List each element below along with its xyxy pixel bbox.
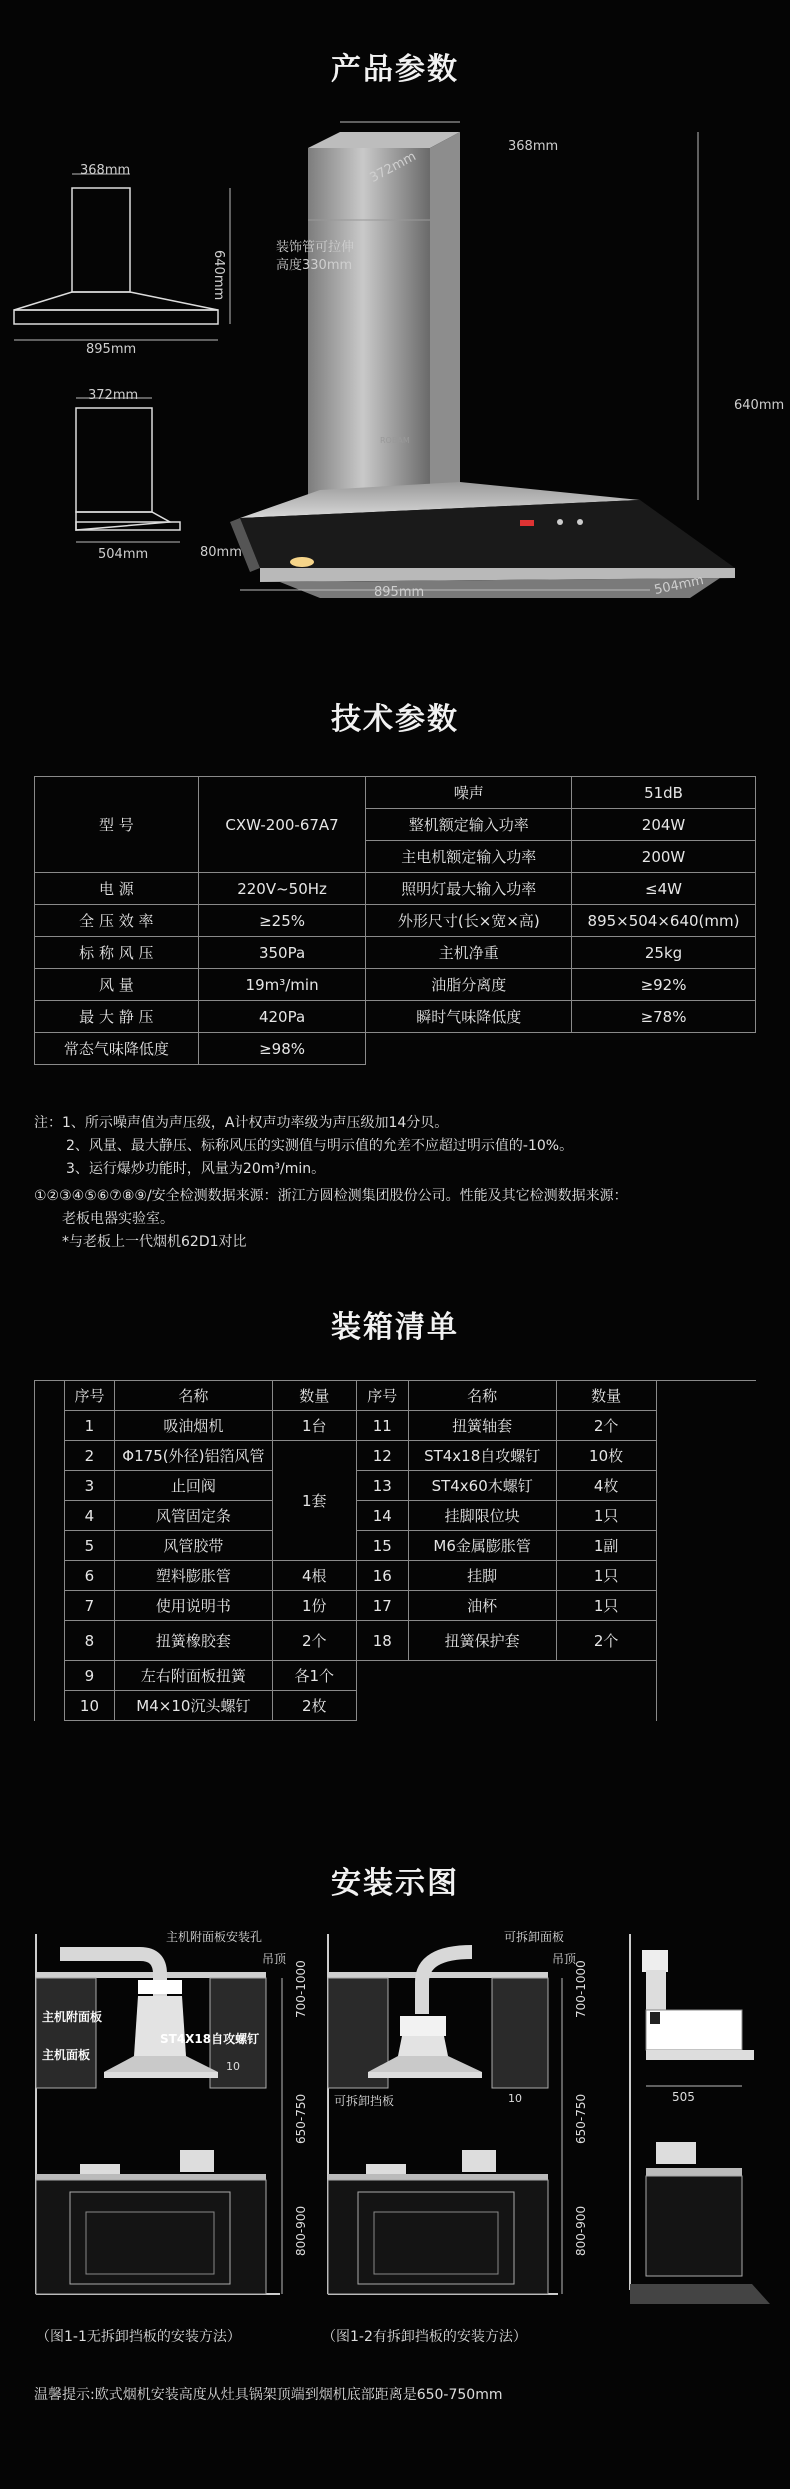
spec-value: 420Pa [198,1001,366,1033]
column-header: 名称 [408,1381,556,1411]
d2-removable-label: 可拆卸面板 [504,1930,565,1944]
note-line: 3、运行爆炒功能时，风量为20m³/min。 [66,1161,326,1177]
pack-qty: 1只 [556,1561,656,1591]
pack-name: ST4x60木螺钉 [408,1471,556,1501]
d1-panel2-label: 主机面板 [42,2048,91,2062]
params-title: 产品参数 [331,52,459,87]
pack-name: 扭簧橡胶套 [114,1621,272,1661]
pack-name: 使用说明书 [114,1591,272,1621]
tech-spec-table [34,776,756,1065]
install-title: 安装示图 [331,1866,459,1901]
pack-qty: 2个 [556,1411,656,1441]
table-row [35,905,756,937]
install-diagram-2 [322,1924,612,2314]
table-row [35,777,756,809]
spec-value: ≥25% [198,905,366,937]
pipe-note-line1: 装饰管可拉伸 [276,240,355,255]
note-line: *与老板上一代烟机62D1对比 [62,1234,247,1250]
d2-baffle-label: 可拆卸挡板 [334,2094,395,2108]
pack-qty: 4根 [272,1561,356,1591]
pack-title: 装箱清单 [331,1310,459,1345]
empty-cell [408,1691,556,1721]
spec-label: 电 源 [35,873,199,905]
main-base-depth-label: 504mm [652,572,706,599]
pipe-note-line2: 高度330mm [276,258,353,273]
pack-no: 17 [356,1591,408,1621]
table-row [35,1441,757,1471]
spec-label: 常态气味降低度 [35,1033,199,1065]
front-height-label: 640mm [211,250,226,301]
side-view-drawing [60,390,240,550]
pack-qty: 4枚 [556,1471,656,1501]
caption-2: （图1-2有拆卸挡板的安装方法） [322,2329,527,2345]
side-width-label: 372mm [88,388,139,403]
spec-label: 主电机额定输入功率 [366,841,572,873]
table-row [35,1531,757,1561]
column-header: 数量 [272,1381,356,1411]
spec-value: 220V~50Hz [198,873,366,905]
column-header: 序号 [356,1381,408,1411]
main-base-width-label: 895mm [374,585,425,600]
spec-label: 最 大 静 压 [35,1001,199,1033]
main-top-width-label: 368mm [508,139,559,154]
pack-no: 10 [64,1691,114,1721]
pack-qty: 1份 [272,1591,356,1621]
pack-no: 6 [64,1561,114,1591]
table-row [35,1561,757,1591]
spec-value: 25kg [572,937,756,969]
d1-hole-label: 主机附面板安装孔 [166,1930,263,1944]
pack-name: 止回阀 [114,1471,272,1501]
note-line: ①②③④⑤⑥⑦⑧⑨/安全检测数据来源：浙江方圆检测集团股份公司。性能及其它检测数据来源： [34,1188,628,1204]
pack-no: 2 [64,1441,114,1471]
front-width-label: 368mm [80,163,131,178]
table-row [35,1691,757,1721]
side-height-label: 80mm [200,545,242,560]
d1-panel1-label: 主机附面板 [42,2010,103,2024]
pack-name: 塑料膨胀管 [114,1561,272,1591]
pack-name: 扭簧轴套 [408,1411,556,1441]
table-row [35,873,756,905]
d2-h3-label: 800-900 [574,2205,588,2256]
pack-name: 风管固定条 [114,1501,272,1531]
pack-name: Φ175(外径)铝箔风管 [114,1441,272,1471]
side-base-label: 504mm [98,547,149,562]
spec-label: 标 称 风 压 [35,937,199,969]
spec-value: 895×504×640(mm) [572,905,756,937]
pack-name: 挂脚 [408,1561,556,1591]
pack-qty: 2个 [272,1621,356,1661]
pack-qty: 2枚 [272,1691,356,1721]
range-hood-3d-image [220,120,760,600]
pack-no: 3 [64,1471,114,1501]
pack-qty: 各1个 [272,1661,356,1691]
install-diagram-3 [620,1924,770,2314]
spec-label: 噪声 [366,777,572,809]
table-row [35,1411,757,1441]
table-row [35,1591,757,1621]
empty-cell [408,1661,556,1691]
spec-value: 200W [572,841,756,873]
spec-value: 350Pa [198,937,366,969]
column-header: 名称 [114,1381,272,1411]
d1-ceiling-label: 吊顶 [262,1952,287,1966]
d2-ceiling-label: 吊顶 [552,1952,577,1966]
pack-name: M6金属膨胀管 [408,1531,556,1561]
main-top-depth-label: 372mm [367,149,419,186]
table-row [35,1471,757,1501]
brand-logo: ROBAM [380,436,410,445]
pack-name: M4×10沉头螺钉 [114,1691,272,1721]
packing-list-table [34,1380,756,1721]
pack-no: 5 [64,1531,114,1561]
spec-value: 204W [572,809,756,841]
install-tip: 温馨提示:欧式烟机安装高度从灶具锅架顶端到烟机底部距离是650-750mm [34,2387,503,2403]
pack-name: ST4x18自攻螺钉 [408,1441,556,1471]
empty-cell [356,1691,408,1721]
table-row [35,937,756,969]
empty-cell [356,1661,408,1691]
empty-cell [656,1381,756,1721]
pack-no: 11 [356,1411,408,1441]
pack-no: 15 [356,1531,408,1561]
empty-cell [556,1661,656,1691]
table-header-row [35,1381,757,1411]
pack-no: 14 [356,1501,408,1531]
empty-cell [572,1033,756,1065]
pack-name: 吸油烟机 [114,1411,272,1441]
spec-label: 照明灯最大输入功率 [366,873,572,905]
pack-qty: 10枚 [556,1441,656,1471]
table-row [35,1501,757,1531]
d1-screw-label: ST4X18自攻螺钉 [160,2032,260,2046]
pack-no: 8 [64,1621,114,1661]
tech-title: 技术参数 [331,702,459,737]
table-row [35,1621,757,1661]
d1-ten-label: 10 [226,2060,240,2073]
spec-value: ≤4W [572,873,756,905]
main-height-label: 640mm [734,398,785,413]
spec-label: 瞬时气味降低度 [366,1001,572,1033]
d1-h1-label: 700-1000 [294,1960,308,2018]
spec-label: 型 号 [35,777,199,873]
pack-no: 12 [356,1441,408,1471]
spec-value: ≥98% [198,1033,366,1065]
pack-qty: 1只 [556,1501,656,1531]
column-header: 数量 [556,1381,656,1411]
column-header: 序号 [64,1381,114,1411]
table-row [35,1033,756,1065]
spec-value: ≥92% [572,969,756,1001]
pack-name: 左右附面板扭簧 [114,1661,272,1691]
d1-h2-label: 650-750 [294,2093,308,2144]
pack-no: 1 [64,1411,114,1441]
pack-qty: 1套 [272,1441,356,1561]
pack-name: 风管胶带 [114,1531,272,1561]
note-line: 老板电器实验室。 [62,1211,174,1227]
empty-cell [556,1691,656,1721]
spec-label: 全 压 效 率 [35,905,199,937]
table-row [35,969,756,1001]
note-line: 2、风量、最大静压、标称风压的实测值与明示值的允差不应超过明示值的-10%。 [66,1138,574,1154]
spec-label: 风 量 [35,969,199,1001]
spec-notes [34,1112,628,1254]
pack-no: 13 [356,1471,408,1501]
pack-name: 扭簧保护套 [408,1621,556,1661]
pack-no: 7 [64,1591,114,1621]
spec-label: 外形尺寸(长×宽×高) [366,905,572,937]
empty-cell [366,1033,572,1065]
d1-h3-label: 800-900 [294,2205,308,2256]
d3-width-label: 505 [672,2090,695,2104]
pack-name: 油杯 [408,1591,556,1621]
pack-qty: 1只 [556,1591,656,1621]
spec-value: CXW-200-67A7 [198,777,366,873]
pack-name: 挂脚限位块 [408,1501,556,1531]
install-diagram-1 [30,1924,330,2314]
pack-no: 18 [356,1621,408,1661]
caption-1: （图1-1无拆卸挡板的安装方法） [36,2329,241,2345]
spec-label: 整机额定输入功率 [366,809,572,841]
pack-qty: 1台 [272,1411,356,1441]
note-line: 注：1、所示噪声值为声压级，A计权声功率级为声压级加14分贝。 [34,1115,449,1131]
spec-value: 19m³/min [198,969,366,1001]
d2-h1-label: 700-1000 [574,1960,588,2018]
pack-qty: 1副 [556,1531,656,1561]
empty-cell [35,1381,65,1721]
pack-no: 4 [64,1501,114,1531]
pack-no: 9 [64,1661,114,1691]
pack-no: 16 [356,1561,408,1591]
spec-value: ≥78% [572,1001,756,1033]
table-row [35,1661,757,1691]
pack-qty: 2个 [556,1621,656,1661]
spec-label: 油脂分离度 [366,969,572,1001]
table-row [35,1001,756,1033]
spec-label: 主机净重 [366,937,572,969]
front-base-label: 895mm [86,342,137,357]
d2-h2-label: 650-750 [574,2093,588,2144]
d2-ten-label: 10 [508,2092,522,2105]
spec-value: 51dB [572,777,756,809]
